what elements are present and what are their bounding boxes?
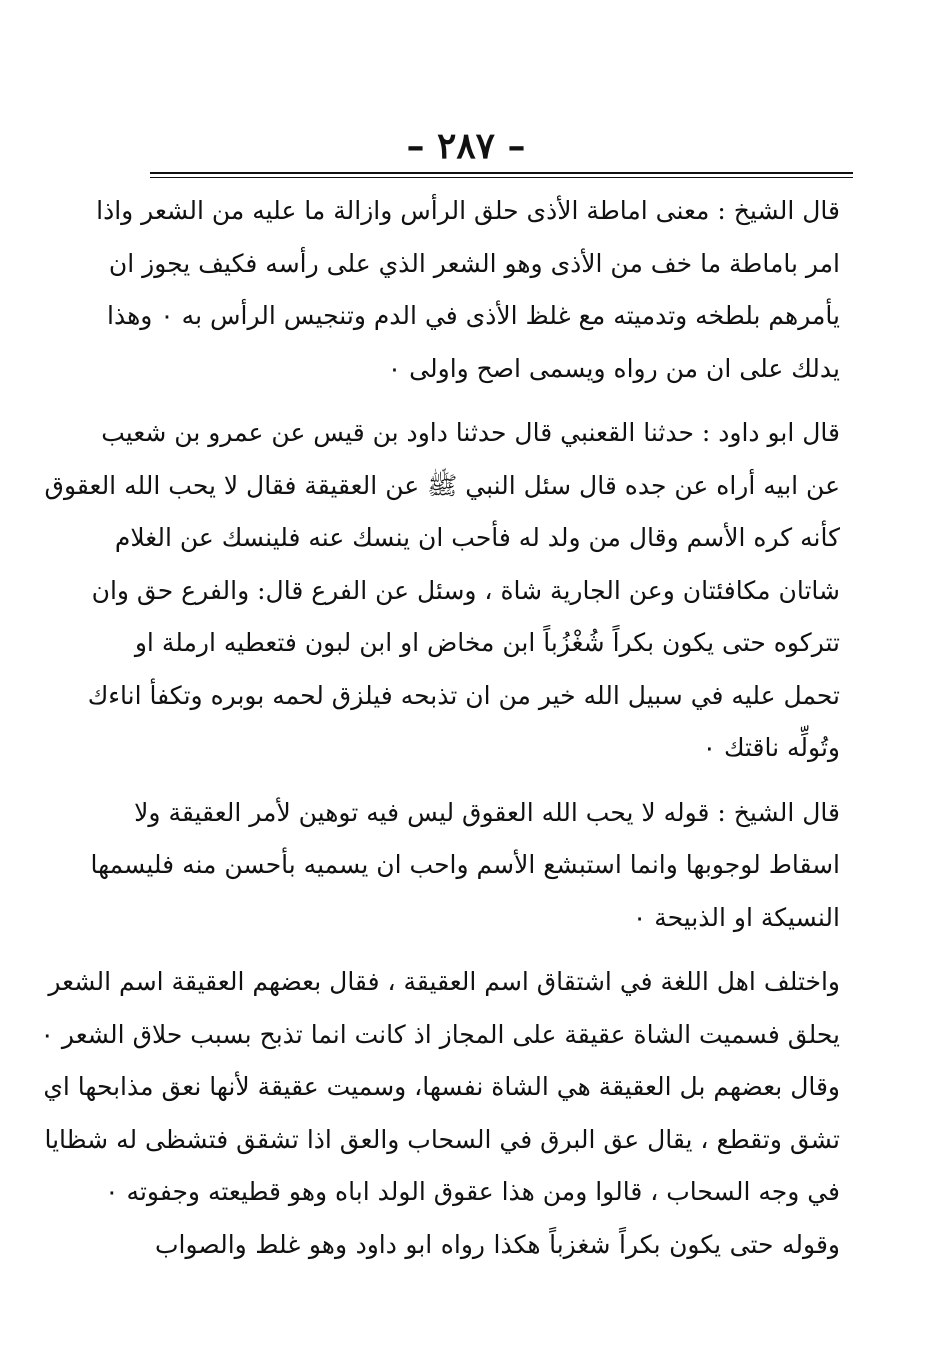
paragraph (44, 407, 840, 775)
text-line: يحلق فسميت الشاة عقيقة على المجاز اذ كانت انما تذبح بسبب حلاق الشعر ٠ (40, 1019, 840, 1049)
text-line: يدلك على ان من رواه ويسمى اصح واولى ٠ (387, 353, 840, 383)
paragraph (40, 956, 840, 1271)
text-line: تحمل عليه في سبيل الله خير من ان تذبحه فيلزق لحمه بوبره وتكفأ اناءك (87, 680, 840, 710)
text-line: عن ابيه أراه عن جده قال سئل النبي ﷺ عن العقيقة فقال لا يحب الله العقوق (44, 470, 840, 500)
body-text (40, 185, 840, 1271)
paragraph (90, 787, 840, 945)
text-line: قال الشيخ : قوله لا يحب الله العقوق ليس فيه توهين لأمر العقيقة ولا (134, 797, 840, 827)
text-line: تتركوه حتى يكون بكراً شُغْزُباً ابن مخاض او ابن لبون فتعطيه ارملة او (134, 628, 840, 657)
text-line: النسيكة او الذبيحة ٠ (632, 902, 840, 932)
text-line: وقوله حتى يكون بكراً شغزباً هكذا رواه ابو داود وهو غلط والصواب (155, 1229, 840, 1259)
text-line: وقال بعضهم بل العقيقة هي الشاة نفسها، وسميت عقيقة لأنها نعق مذابحها اي (43, 1072, 840, 1101)
header-rule-thin (150, 177, 853, 178)
text-line: واختلف اهل اللغة في اشتقاق اسم العقيقة ، فقال بعضهم العقيقة اسم الشعر (48, 967, 840, 996)
text-line: امر باماطة ما خف من الأذى وهو الشعر الذي على رأسه فكيف يجوز ان (108, 248, 840, 278)
text-line: وتُولِّه ناقتك ٠ (702, 733, 840, 762)
text-line: يأمرهم بلطخه وتدميته مع غلظ الأذى في الدم وتنجيس الرأس به ٠ وهذا (107, 301, 840, 330)
page-number: – ٢٨٧ – (406, 125, 526, 167)
text-line: قال ابو داود : حدثنا القعنبي قال حدثنا داود بن قيس عن عمرو بن شعيب (101, 418, 840, 447)
text-line: شاتان مكافئتان وعن الجارية شاة ، وسئل عن الفرع قال: والفرع حق وان (91, 575, 840, 605)
paragraph (96, 185, 840, 395)
header-rule (150, 172, 853, 174)
text-line: اسقاط لوجوبها وانما استبشع الأسم واحب ان يسميه بأحسن منه فليسمها (90, 850, 840, 879)
text-line: في وجه السحاب ، قالوا ومن هذا عقوق الولد اباه وهو قطيعته وجفوته ٠ (105, 1177, 840, 1206)
text-line: تشق وتقطع ، يقال عق البرق في السحاب والعق اذا تشقق فتشظى له شظايا (44, 1124, 840, 1154)
text-line: قال الشيخ : معنى اماطة الأذى حلق الرأس وازالة ما عليه من الشعر واذا (96, 196, 840, 225)
text-line: كأنه كره الأسم وقال من ولد له فأحب ان ينسك عنه فلينسك عن الغلام (114, 523, 840, 552)
